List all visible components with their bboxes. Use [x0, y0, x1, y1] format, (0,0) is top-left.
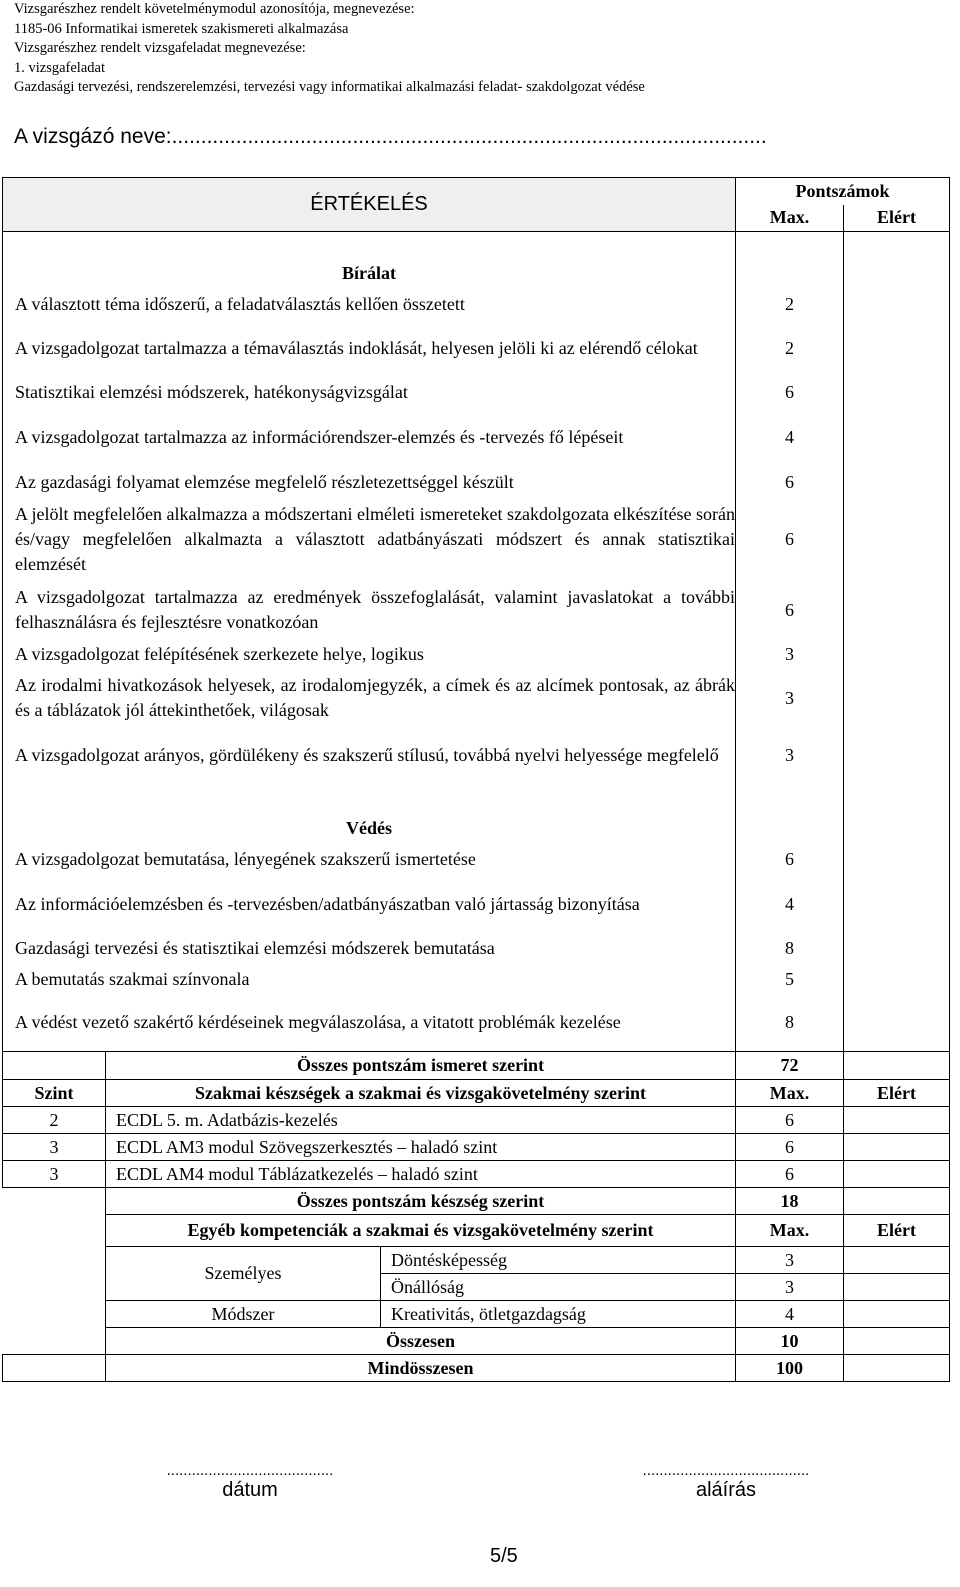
- review-item-max: 2: [736, 289, 844, 320]
- review-item: A vizsgadolgozat arányos, gördülékeny és szakszerű stílusú, továbbá nyelvi helyessége megfelelő: [3, 727, 736, 784]
- defense-item: Gazdasági tervezési és statisztikai elemzési módszerek bemutatása: [3, 933, 736, 964]
- defense-item-max: 8: [736, 995, 844, 1052]
- review-item: Az irodalmi hivatkozások helyesek, az irodalomjegyzék, a címek és az alcímek pontosak, az ábrák és a táblázatok jól áttekinthetőek, világosak: [3, 670, 736, 727]
- competence-achieved-header: Elért: [844, 1215, 950, 1247]
- review-item-achieved[interactable]: [844, 377, 950, 408]
- sum-achieved[interactable]: [844, 1328, 950, 1355]
- review-item: Statisztikai elemzési módszerek, hatékonyságvizsgálat: [3, 377, 736, 408]
- review-item: A vizsgadolgozat felépítésének szerkezete helye, logikus: [3, 639, 736, 670]
- skill-max: 6: [736, 1134, 844, 1161]
- skill-level: 3: [3, 1134, 106, 1161]
- review-item: A választott téma időszerű, a feladatválasztás kellően összetett: [3, 289, 736, 320]
- competence-achieved[interactable]: [844, 1274, 950, 1301]
- evaluation-title: ÉRTÉKELÉS: [3, 178, 736, 232]
- competence-max: 4: [736, 1301, 844, 1328]
- defense-item-achieved[interactable]: [844, 876, 950, 933]
- total-skills-achieved[interactable]: [844, 1188, 950, 1215]
- skill-max: 6: [736, 1107, 844, 1134]
- review-item-max: 3: [736, 639, 844, 670]
- date-dots: ........................................: [166, 1462, 334, 1479]
- review-item-max: 2: [736, 320, 844, 377]
- skill-name: ECDL AM4 modul Táblázatkezelés – haladó szint: [106, 1161, 736, 1188]
- competence-achieved[interactable]: [844, 1301, 950, 1328]
- max-header: Max.: [736, 205, 844, 232]
- defense-item-achieved[interactable]: [844, 995, 950, 1052]
- review-item-achieved[interactable]: [844, 498, 950, 582]
- review-item-achieved[interactable]: [844, 582, 950, 639]
- skills-achieved-header: Elért: [844, 1080, 950, 1107]
- review-item-max: 6: [736, 582, 844, 639]
- review-item: A jelölt megfelelően alkalmazza a módszertani elméleti ismereteket szakdolgozata elkészítése során és/vagy megfelelően alkalmazta a választott adatbányászati módszert és annak statisztikai elemzését: [3, 498, 736, 582]
- header-line-3: Vizsgarészhez rendelt vizsgafeladat megnevezése:: [14, 40, 306, 56]
- grand-total-value: 100: [736, 1355, 844, 1382]
- signature-dots: ........................................: [642, 1462, 810, 1479]
- skill-name: ECDL 5. m. Adatbázis-kezelés: [106, 1107, 736, 1134]
- total-knowledge-achieved[interactable]: [844, 1052, 950, 1080]
- date-signature-block: [100, 1462, 400, 1502]
- skill-achieved[interactable]: [844, 1107, 950, 1134]
- total-knowledge-value: 72: [736, 1052, 844, 1080]
- defense-item-achieved[interactable]: [844, 964, 950, 995]
- review-item-achieved[interactable]: [844, 320, 950, 377]
- sum-label: Összesen: [106, 1328, 736, 1355]
- competence-name: Kreativitás, ötletgazdagság: [381, 1301, 736, 1328]
- signature-label: aláírás: [695, 1479, 757, 1501]
- signature-block: [576, 1462, 876, 1502]
- header-line-4: 1. vizsgafeladat: [14, 59, 105, 76]
- skills-title-header: Szakmai készségek a szakmai és vizsgakövetelmény szerint: [106, 1080, 736, 1107]
- defense-item-max: 5: [736, 964, 844, 995]
- competence-group-method: Módszer: [106, 1301, 381, 1328]
- total-skills-value: 18: [736, 1188, 844, 1215]
- grand-total-achieved[interactable]: [844, 1355, 950, 1382]
- defense-item-achieved[interactable]: [844, 844, 950, 876]
- defense-item: A bemutatás szakmai színvonala: [3, 964, 736, 995]
- review-item-max: 3: [736, 670, 844, 727]
- candidate-name-line: A vizsgázó neve:......................................................................................................: [14, 125, 767, 148]
- total-skills-label: Összes pontszám készség szerint: [106, 1188, 736, 1215]
- skills-level-header: Szint: [3, 1080, 106, 1107]
- page-number: 5/5: [490, 1545, 518, 1567]
- review-item: A vizsgadolgozat tartalmazza a témaválasztás indoklását, helyesen jelöli ki az elérendő célokat: [3, 320, 736, 377]
- header-line-1: Vizsgarészhez rendelt követelménymodul azonosítója, megnevezése:: [14, 1, 415, 17]
- skill-achieved[interactable]: [844, 1134, 950, 1161]
- defense-item-achieved[interactable]: [844, 933, 950, 964]
- review-item-achieved[interactable]: [844, 670, 950, 727]
- defense-item-max: 4: [736, 876, 844, 933]
- competence-name: Döntésképesség: [381, 1247, 736, 1274]
- evaluation-table: [2, 177, 950, 1382]
- review-item: A vizsgadolgozat tartalmazza az információrendszer-elemzés és -tervezés fő lépéseit: [3, 408, 736, 468]
- review-item-achieved[interactable]: [844, 727, 950, 784]
- defense-item-max: 6: [736, 844, 844, 876]
- review-item: Az gazdasági folyamat elemzése megfelelő részletezettséggel készült: [3, 468, 736, 498]
- defense-item: A vizsgadolgozat bemutatása, lényegének szakszerű ismertetése: [3, 844, 736, 876]
- grand-total-label: Mindösszesen: [106, 1355, 736, 1382]
- points-header: Pontszámok: [736, 178, 950, 205]
- review-item-max: 3: [736, 727, 844, 784]
- header-line-5: Gazdasági tervezési, rendszerelemzési, tervezési vagy informatikai alkalmazási feladat- szakdolgozat védése: [14, 79, 645, 95]
- review-item-max: 4: [736, 408, 844, 468]
- skill-achieved[interactable]: [844, 1161, 950, 1188]
- competence-group-personal: Személyes: [106, 1247, 381, 1301]
- review-item-achieved[interactable]: [844, 468, 950, 498]
- review-item: A vizsgadolgozat tartalmazza az eredmények összefoglalását, valamint javaslatokat a további felhasználásra és fejlesztésre vonatkozóan: [3, 582, 736, 639]
- date-label: dátum: [222, 1479, 278, 1501]
- defense-item: Az információelemzésben és -tervezésben/adatbányászatban való jártasság bizonyítása: [3, 876, 736, 933]
- total-knowledge-label: Összes pontszám ismeret szerint: [106, 1052, 736, 1080]
- skill-name: ECDL AM3 modul Szövegszerkesztés – haladó szint: [106, 1134, 736, 1161]
- document-header: [14, 0, 645, 98]
- review-item-achieved[interactable]: [844, 289, 950, 320]
- skill-max: 6: [736, 1161, 844, 1188]
- review-item-max: 6: [736, 377, 844, 408]
- review-item-achieved[interactable]: [844, 408, 950, 468]
- achieved-header: Elért: [844, 205, 950, 232]
- section-review-title: Bírálat: [3, 259, 736, 289]
- skill-level: 2: [3, 1107, 106, 1134]
- sum-value: 10: [736, 1328, 844, 1355]
- section-defense-title: Védés: [3, 814, 736, 844]
- skill-level: 3: [3, 1161, 106, 1188]
- defense-item: A védést vezető szakértő kérdéseinek megválaszolása, a vitatott problémák kezelése: [3, 995, 736, 1052]
- competence-max: 3: [736, 1274, 844, 1301]
- review-item-achieved[interactable]: [844, 639, 950, 670]
- competence-name: Önállóság: [381, 1274, 736, 1301]
- competence-title-header: Egyéb kompetenciák a szakmai és vizsgakövetelmény szerint: [106, 1215, 736, 1247]
- review-item-max: 6: [736, 498, 844, 582]
- defense-item-max: 8: [736, 933, 844, 964]
- header-line-2: 1185-06 Informatikai ismeretek szakismereti alkalmazása: [14, 20, 349, 37]
- skills-max-header: Max.: [736, 1080, 844, 1107]
- competence-achieved[interactable]: [844, 1247, 950, 1274]
- review-item-max: 6: [736, 468, 844, 498]
- competence-max: 3: [736, 1247, 844, 1274]
- competence-max-header: Max.: [736, 1215, 844, 1247]
